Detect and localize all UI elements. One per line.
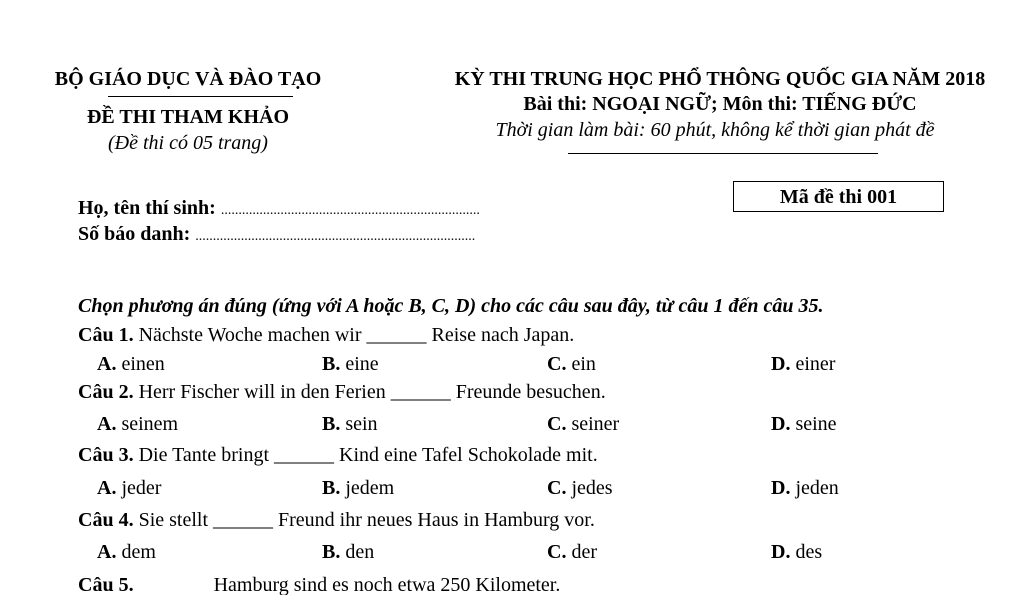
- question-text: Die Tante bringt ______ Kind eine Tafel Schokolade mit.: [138, 444, 598, 466]
- answer-option-a[interactable]: [97, 478, 161, 498]
- option-letter: D.: [771, 541, 791, 563]
- option-text: jeden: [795, 477, 839, 499]
- answer-option-d[interactable]: [771, 414, 837, 434]
- option-text: jeder: [121, 477, 162, 499]
- answer-option-a[interactable]: [97, 414, 178, 434]
- option-letter: B.: [322, 353, 341, 375]
- time-note: Thời gian làm bài: 60 phút, không kể thời gian phát đề: [495, 119, 935, 141]
- option-text: den: [345, 541, 375, 563]
- option-text: seinem: [121, 413, 179, 435]
- question-5: [78, 575, 560, 595]
- option-text: der: [571, 541, 597, 563]
- answer-option-a[interactable]: [97, 354, 165, 374]
- option-letter: D.: [771, 353, 791, 375]
- option-letter: C.: [547, 353, 567, 375]
- option-letter: A.: [97, 413, 117, 435]
- candidate-name-row: [78, 198, 480, 218]
- option-letter: B.: [322, 413, 341, 435]
- option-letter: A.: [97, 353, 117, 375]
- instruction: Chọn phương án đúng (ứng với A hoặc B, C, D) cho các câu sau đây, từ câu 1 đến câu 35.: [78, 295, 824, 317]
- option-text: jedes: [571, 477, 613, 499]
- option-text: seine: [795, 413, 837, 435]
- question-number: Câu 3.: [78, 444, 134, 466]
- name-field[interactable]: ..........................................................................: [220, 203, 480, 218]
- answer-option-b[interactable]: [322, 414, 378, 434]
- option-letter: D.: [771, 413, 791, 435]
- option-text: eine: [345, 353, 379, 375]
- divider: [568, 153, 878, 154]
- name-label: Họ, tên thí sinh:: [78, 197, 216, 219]
- question-number: Câu 4.: [78, 509, 134, 531]
- option-letter: B.: [322, 541, 341, 563]
- answer-option-c[interactable]: [547, 478, 613, 498]
- pages-note: (Đề thi có 05 trang): [108, 132, 268, 154]
- option-text: sein: [345, 413, 378, 435]
- question-text: Herr Fischer will in den Ferien ______ Freunde besuchen.: [138, 381, 606, 403]
- question-text: Nächste Woche machen wir ______ Reise nach Japan.: [138, 324, 575, 346]
- option-letter: C.: [547, 413, 567, 435]
- divider: [108, 96, 293, 97]
- option-letter: D.: [771, 477, 791, 499]
- question-number: Câu 1.: [78, 324, 134, 346]
- option-letter: A.: [97, 541, 117, 563]
- option-text: ein: [571, 353, 596, 375]
- answer-option-b[interactable]: [322, 354, 379, 374]
- question-4: [78, 510, 595, 530]
- id-field[interactable]: ................................................................................: [195, 229, 476, 244]
- option-letter: B.: [322, 477, 341, 499]
- option-text: seiner: [571, 413, 620, 435]
- answer-option-d[interactable]: [771, 542, 822, 562]
- question-number: Câu 2.: [78, 381, 134, 403]
- question-2: [78, 382, 606, 402]
- option-text: dem: [121, 541, 156, 563]
- option-text: des: [795, 541, 823, 563]
- answer-option-d[interactable]: [771, 354, 835, 374]
- question-text: Sie stellt ______ Freund ihr neues Haus in Hamburg vor.: [138, 509, 595, 531]
- ministry-title: BỘ GIÁO DỤC VÀ ĐÀO TẠO: [54, 68, 322, 90]
- answer-option-b[interactable]: [322, 478, 394, 498]
- answer-option-b[interactable]: [322, 542, 374, 562]
- exam-subject: Bài thi: NGOẠI NGỮ; Môn thi: TIẾNG ĐỨC: [523, 93, 917, 115]
- question-number: Câu 5.: [78, 574, 134, 595]
- candidate-id-row: [78, 224, 475, 244]
- option-letter: A.: [97, 477, 117, 499]
- exam-type: ĐỀ THI THAM KHẢO: [86, 106, 290, 128]
- question-3: [78, 445, 598, 465]
- option-text: jedem: [345, 477, 395, 499]
- option-text: einer: [795, 353, 836, 375]
- question-text: Hamburg sind es noch etwa 250 Kilometer.: [213, 574, 561, 595]
- exam-code: Mã đề thi 001: [779, 186, 898, 208]
- option-text: einen: [121, 353, 165, 375]
- option-letter: C.: [547, 541, 567, 563]
- question-1: [78, 325, 574, 345]
- answer-option-c[interactable]: [547, 414, 619, 434]
- exam-title: KỲ THI TRUNG HỌC PHỔ THÔNG QUỐC GIA NĂM 2018: [454, 68, 986, 90]
- option-letter: C.: [547, 477, 567, 499]
- id-label: Số báo danh:: [78, 223, 191, 245]
- answer-option-c[interactable]: [547, 354, 596, 374]
- answer-option-d[interactable]: [771, 478, 839, 498]
- answer-option-a[interactable]: [97, 542, 156, 562]
- answer-option-c[interactable]: [547, 542, 597, 562]
